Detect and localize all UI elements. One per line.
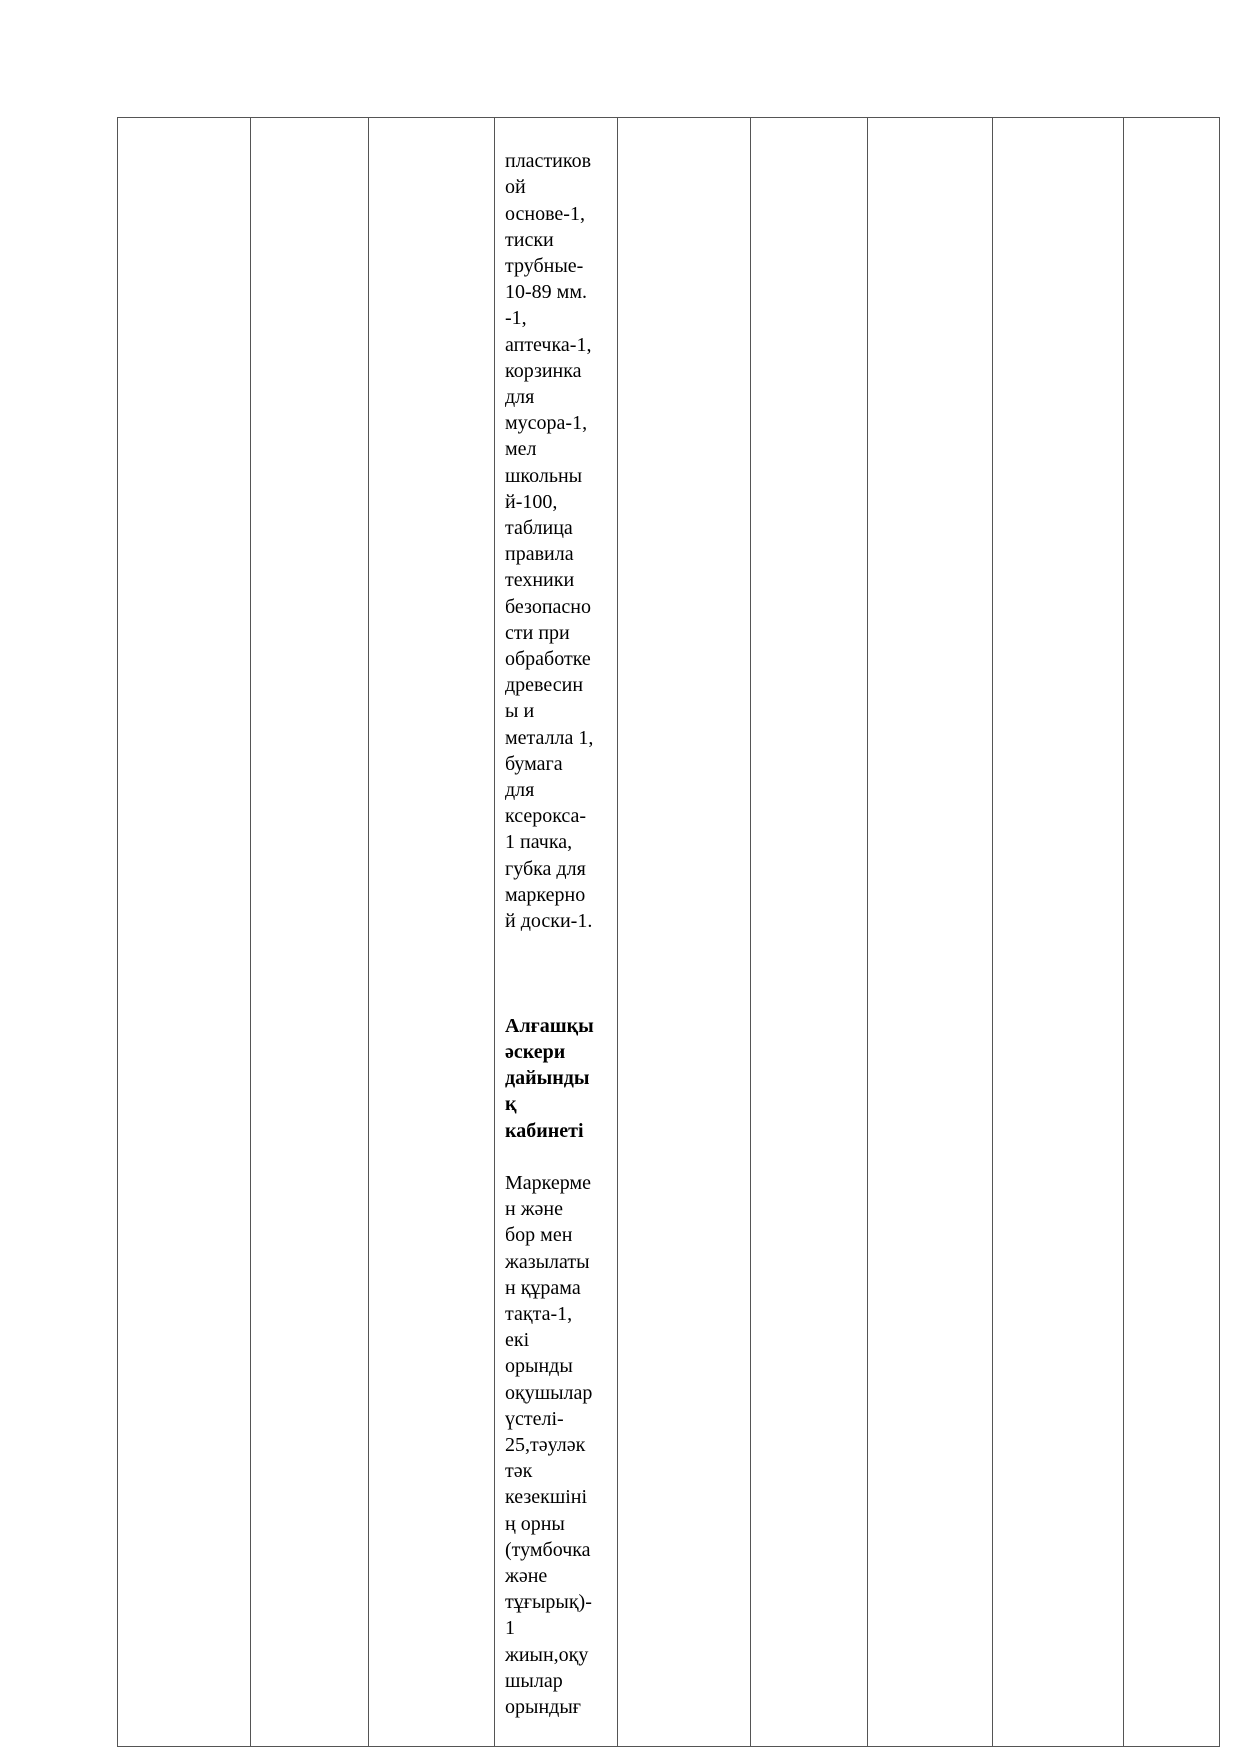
equipment-cell-content xyxy=(495,118,617,1746)
table-cell-col-5 xyxy=(618,118,751,1747)
table-row xyxy=(118,118,1220,1747)
military-training-cabinet-heading: Алғашқы әскери дайынды қ кабинеті xyxy=(505,1014,594,1142)
table-cell-col-8 xyxy=(993,118,1124,1747)
table-cell-col-3 xyxy=(369,118,495,1747)
equipment-list-military-cabinet: Маркерме н және бор мен жазылаты н құрама тақта-1, екі орынды оқушылар үстелі- 25,тәуләк тәк кезекшіні ң орны (тумбочка және тұғырық)- 1 жиын,оқу шылар орындығ xyxy=(505,1171,593,1718)
table-cell-col-6 xyxy=(751,118,868,1747)
equipment-list-workshop: пластиков ой основе-1, тиски трубные- 10-89 мм. -1, аптечка-1, корзинка для мусора-1, мел школьны й-100, таблица правила техники безопасно сти при обработке древесин ы и металла 1, бумага для ксерокса- 1 пачка, губка для маркерно й доски-1. xyxy=(505,150,594,933)
equipment-table xyxy=(117,117,1220,1747)
table-cell-equipment xyxy=(495,118,618,1747)
table-cell-col-7 xyxy=(868,118,993,1747)
table-cell-col-9 xyxy=(1124,118,1220,1747)
paragraph-spacer xyxy=(505,961,609,987)
table-cell-col-1 xyxy=(118,118,251,1747)
table-cell-col-2 xyxy=(251,118,369,1747)
